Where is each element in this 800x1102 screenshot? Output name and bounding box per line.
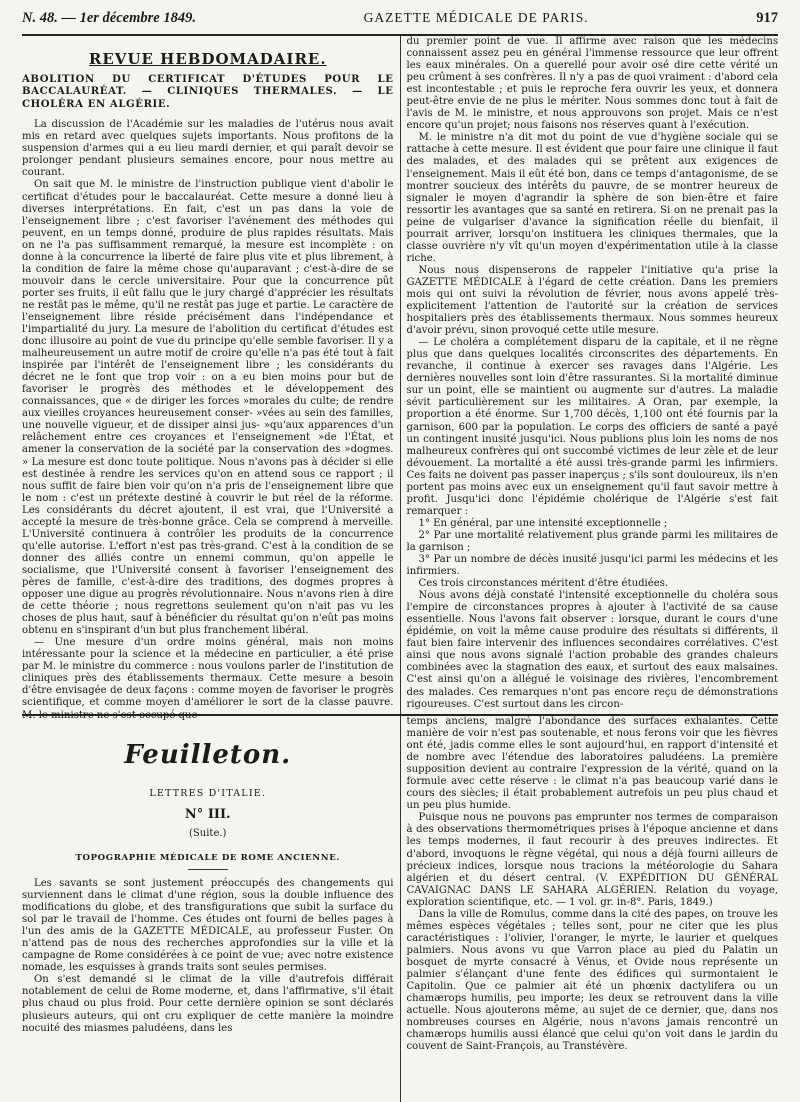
column-divider bbox=[400, 716, 401, 1102]
feuilleton-paragraph: On s'est demandé si le climat de la ville d'autrefois différait notablement de celui de Rome moderne, et, dans l'affirmative, s'il était plus chaud ou plus froid. Pour cette dernière opinion se sont déclarés plusieurs auteurs, qui ont cru expliquer de cette manière la moindre nocuité des miasmes paludéens, dans les bbox=[22, 974, 394, 1034]
revue-paragraph: — Le choléra a complétement disparu de la capitale, et il ne règne plus que dans quelques localités circonscrites des départements. En revanche, il continue à exercer ses ravages dans l'Algérie. Les dernières nouvelles sont loin d'être rassurantes. Si la mortalité diminue sur un point, elle se maintient ou augmente sur d'autres. La maladie sévit particulièrement sur les militaires. A Oran, par exemple, la proportion a été énorme. Sur 1,700 décès, 1,100 ont été fournis par la garnison, 600 par la population. Le corps des officiers de santé a payé un contingent inusité jusqu'ici. Nous publions plus loin les noms de nos malheureux confrères qui ont succombé victimes de leur zèle et de leur dévouement. La mortalité a été aussi très-grande parmi les infirmiers. Ces faits ne doivent pas passer inaperçus ; s'ils sont douloureux, ils n'en portent pas moins avec eux un enseignement qu'il faut savoir mettre à profit. Jusqu'ici donc l'épidémie cholérique de l'Algérie s'est fait remarquer : bbox=[406, 337, 778, 517]
page-number: 917 bbox=[756, 10, 778, 26]
revue-section bbox=[22, 36, 778, 721]
feuilleton-paragraph: Les savants se sont justement préoccupés des changements qui surviennent dans le climat d'une région, sous la double influence des modifications du globe, et des transfigurations que subit la surface du sol par le travail de l'homme. Ces études ont fourni de belles pages à l'un des amis de la GAZETTE MÉDICALE, au professeur Fuster. On n'attend pas de nous des recherches approfondies sur la ville et la campagne de Rome considérées à ce point de vue; avec notre existence nomade, les esquisses à grands traits sont seules permises. bbox=[22, 878, 394, 974]
cholera-list-item: 1° En général, par une intensité exceptionnelle ; bbox=[418, 517, 668, 529]
issue-date: N. 48. — 1er décembre 1849. bbox=[22, 10, 196, 26]
revue-paragraph: Nous nous dispenserons de rappeler l'initiative qu'a prise la GAZETTE MÉDICALE à l'égard de cette création. Dans les premiers mois qui ont suivi la révolution de février, nous avons appelé très-explicitement l'attention de l'autorité sur la création de services hospitaliers près des établissements thermaux. Nous sommes heureux d'avoir prévu, sinon provoqué cette utile mesure. bbox=[406, 264, 778, 337]
letter-number: N° III. bbox=[184, 807, 231, 822]
feuilleton-left-column bbox=[22, 716, 394, 1102]
cholera-list-item: 2° Par une mortalité relativement plus grande parmi les militaires de la garnison ; bbox=[406, 529, 778, 553]
revue-left-column bbox=[22, 36, 394, 721]
feuilleton-paragraph: Puisque nous ne pouvons pas emprunter nos termes de comparaison à des observations thermométriques prises à l'époque ancienne et dans les temps modernes, il faut recourir à des preuves indirectes. Et d'abord, invoquons le règne végétal, qui nous a déjà fourni ailleurs de précieux indices, lorsque nous tracions la météorologie du Sahara algérien et du désert central. (V. EXPÉDITION DU GÉNÉRAL CAVAIGNAC DANS LE SAHARA ALGÉRIEN. Relation du voyage, exploration scientifique, etc. — 1 vol. gr. in-8°. Paris, 1849.) bbox=[406, 812, 778, 908]
feuilleton-right-column bbox=[407, 716, 779, 1102]
revue-paragraph: La discussion de l'Académie sur les maladies de l'utérus nous avait mis en retard avec quelques sujets importants. Nous profitons de la suspension d'armes qui a eu lieu mardi dernier, et qui paraît devoir se prolonger pendant plusieurs semaines encore, pour nous mettre au courant. bbox=[22, 119, 394, 179]
revue-right-column bbox=[407, 36, 779, 714]
feuilleton-paragraph: temps anciens, malgré l'abondance des surfaces exhalantes. Cette manière de voir n'est pas soutenable, et nous ferons voir que les fièvres ont été, jadis comme elles le sont aujourd'hui, en rapport d'intensité et de nombre avec l'étendue des laboratoires paludéens. La première supposition devient au contraire l'expression de la vérité, quand on la formule avec cette réserve : le climat n'a pas beaucoup varié dans le cours des siècles; il était probablement autrefois un peu plus chaud et un peu plus humide. bbox=[406, 716, 778, 812]
revue-subhead: ABOLITION DU CERTIFICAT D'ÉTUDES POUR LE BACCALAURÉAT. — CLINIQUES THERMALES. — LE CHOLÉRA EN ALGÉRIE. bbox=[22, 74, 394, 110]
feuilleton-title: Feuilleton. bbox=[124, 740, 292, 770]
revue-paragraph: M. le ministre n'a dit mot du point de vue d'hygiène sociale qui se rattache à cette mesure. Il est évident que pour faire une clinique il faut des malades, et des malades qui se prêtent aux exigences de l'enseignement. Mais il eût été bon, dans ce temps d'antagonisme, de se montrer soucieux des intérêts du pauvre, de se montrer heureux de signaler le moyen d'agrandir la sphère de son bien-être et faire ressortir les avantages que sa santé en retirera. Si on ne prenait pas la peine de vulgariser d'avance la signification réelle du bienfait, il pourrait arriver, lorsqu'on instituera les cliniques thermales, que la classe ouvrière n'y vît qu'un moyen d'expérimentation utile à la classe riche. bbox=[406, 132, 778, 264]
revue-paragraph: On sait que M. le ministre de l'instruction publique vient d'abolir le certificat d'études pour le baccalauréat. Cette mesure a donné lieu à diverses interprétations. En fait, c'est un pas dans la voie de l'enseignement libre ; c'est favoriser l'avénement des méthodes qui peuvent, en un temps donné, produire de plus rapides résultats. Mais on ne l'a pas suffisamment remarqué, la mesure est incomplète : on donne à la concurrence la liberté de faire plus vite et plus librement, à la condition de faire la même chose qu'auparavant ; c'est-à-dire de se mouvoir dans le cercle universitaire. Pour que la concurrence pût porter ses fruits, il eût fallu que le jury chargé d'apprécier les résultats ne restât pas le même, qu'il ne restât pas juge et partie. Le caractère de l'enseignement libre réside précisément dans l'indépendance et l'impartialité du jury. La mesure de l'abolition du certificat d'études est donc illusoire au point de vue du principe qu'elle semble favoriser. Il y a malheureusement un autre motif de croire qu'elle n'a pas été tout à fait inspirée par l'intérêt de l'enseignement libre ; les considérants du décret ne le font que trop voir : on a eu bien moins pour but de favoriser le progrès des méthodes et le développement des connaissances, que « de diriger les forces »morales du culte; de rendre aux vieilles croyances heureusement conser- »vées au sein des familles, une nouvelle vigueur, et de dissiper ainsi jus- »qu'aux apparences d'un relâchement entre ces croyances et l'enseignement »de l'État, et amener la conservation de la société par la conservation des »dogmes. » La mesure est donc toute politique. Nous n'avons pas à décider si elle est destinée à rendre les services qu'on en attend sous ce rapport ; il nous suffit de faire bien voir qu'on n'a pris de l'enseignement libre que le nom : c'est un prétexte destiné à couvrir le but réel de la réforme. Les considérants du décret ajoutent, il est vrai, que l'Université a accepté la mesure de très-bonne grâce. Cela se comprend à merveille. L'Université continuera à contrôler les produits de la concurrence qu'elle autorise. L'effort n'est pas très-grand. C'est à la condition de se donner des alliés contre un ennemi commun, qu'on appelle le socialisme, que l'Université consent à favoriser l'enseignement des pères de famille, c'est-à-dire des traditions, des dogmes propres à opposer une digue au progrès révolutionnaire. Nous n'avons rien à dire de cette théorie ; nous regrettons seulement qu'on n'ait pas vu les choses de plus haut, sauf à bénéficier du résultat qu'on n'eût pas moins obtenu en s'inspirant d'un but plus franchement libéral. bbox=[22, 179, 394, 637]
short-divider bbox=[188, 869, 228, 870]
revue-paragraph: Nous avons déjà constaté l'intensité exceptionnelle du choléra sous l'empire de circonstances propres à ajouter à l'activité de sa cause essentielle. Nous l'avons fait observer : lorsque, durant le cours d'une épidémie, on voit la même cause produire des résultats si différents, il faut bien faire intervenir des influences secondaires corrélatives. C'est ainsi que nous avons signalé l'action probable des grandes chaleurs combinées avec la stagnation des eaux, et surtout des eaux malsaines. C'est ainsi qu'on a allégué le voisinage des rivières, l'encombrement des malades. Ces remarques n'ont pas encore reçu de démonstrations rigoureuses. C'est surtout dans les circon- bbox=[406, 590, 778, 710]
journal-title: GAZETTE MÉDICALE DE PARIS. bbox=[363, 10, 589, 25]
revue-paragraph: — Une mesure d'un ordre moins général, mais non moins intéressante pour la science et la médecine en particulier, a été prise par M. le ministre du commerce : nous voulons parler de l'institution de cliniques près des établissements thermaux. Cette mesure a besoin d'être envisagée de deux façons : comme moyen de favoriser le progrès scientifique, et comme moyen d'améliorer le sort de la classe pauvre. M. le ministre ne s'est occupé que bbox=[22, 637, 394, 721]
cholera-list-item: 3° Par un nombre de décès inusité jusqu'ici parmi les médecins et les infirmiers. bbox=[406, 554, 778, 578]
feuilleton-paragraph: Dans la ville de Romulus, comme dans la cité des papes, on trouve les mêmes espèces végétales ; telles sont, pour ne citer que les plus caractéristiques : l'olivier, l'oranger, le myrte, le laurier et quelques palmiers. Nous avons vu que Varron place au pied du Palatin un bosquet de myrte consacré à Vénus, et Ovide nous représente un palmier s'élançant d'une fente des édifices qui surmontaient le Capitolin. Que ce palmier ait été un phœnix dactylifera ou un chamærops humilis, peu importe; les deux se retrouvent dans la ville actuelle. Nous ajouterons même, au sujet de ce dernier, que, dans nos nombreuses courses en Algérie, nous n'avons jamais rencontré un chamærops humilis aussi élancé que celui qu'on voit dans le jardin du couvent de Saint-François, au Transtévère. bbox=[406, 908, 778, 1053]
column-divider bbox=[400, 36, 401, 714]
revue-paragraph: du premier point de vue. Il affirme avec raison que les médecins connaissent assez peu en général l'immense ressource que leur offrent les eaux minérales. On a querellé pour avoir osé dire cette vérité un peu crûment à ses confrères. Il n'y a pas de quoi vraiment : d'abord cela est incontestable ; et puis le reproche fera ouvrir les yeux, et donnera peut-être envie de ne plus le mériter. Nous sommes donc tout à fait de l'avis de M. le ministre, et nous approuvons son projet. Mais ce n'est encore qu'un projet; nous faisons nos réserves quant à l'exécution. bbox=[406, 36, 778, 132]
revue-title: REVUE HEBDOMADAIRE. bbox=[88, 50, 327, 68]
masthead bbox=[22, 10, 778, 32]
topography-heading: TOPOGRAPHIE MÉDICALE DE ROME ANCIENNE. bbox=[75, 853, 340, 863]
suite-label: (Suite.) bbox=[189, 828, 227, 839]
revue-paragraph: Ces trois circonstances méritent d'être étudiées. bbox=[418, 578, 669, 590]
letters-heading: LETTRES D'ITALIE. bbox=[149, 788, 267, 799]
feuilleton-section bbox=[22, 716, 778, 1102]
